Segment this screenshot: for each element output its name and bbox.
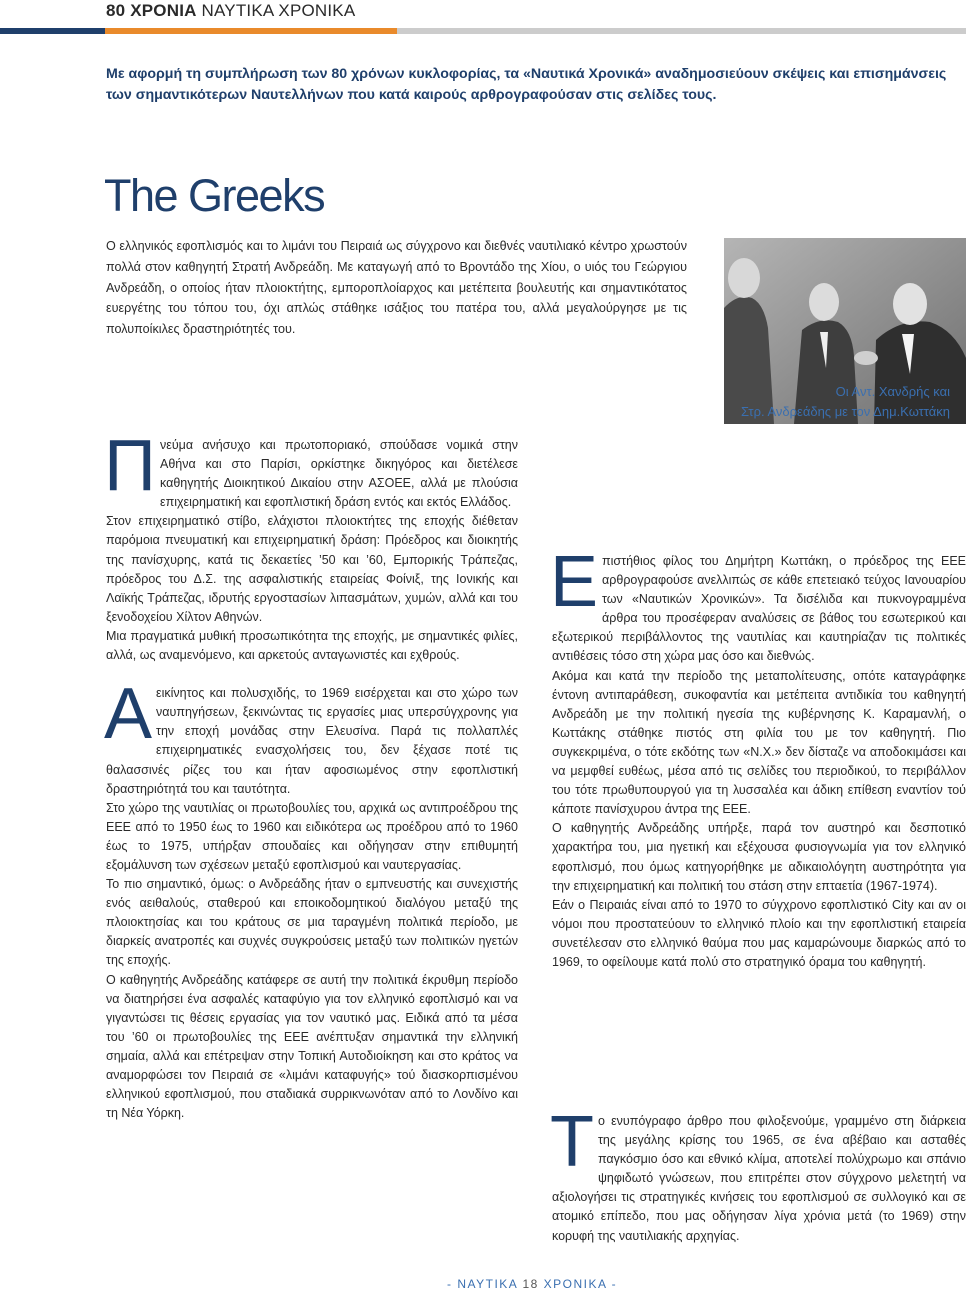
section-header <box>106 0 355 22</box>
lead-paragraph: Ο ελληνικός εφοπλισμός και το λιμάνι του Πειραιά ως σύγχρονο και διεθνές ναυτιλιακό κέντρο χρωστούν πολλά στον καθηγητή Στρατή Ανδρεάδη. Με καταγωγή από το Βροντάδο της Χίου, ο υιός του Γεώργιου Ανδρεάδη, ο οποίος ήταν πλοιοκτήτης, εμποροπλοίαρχος και μετέπειτα βουλευτής και σημαντικότατος ευεργέτης του τόπου του, όχι απλώς στάθηκε ισάξιος του πατέρα του, αλλά μεγαλούργησε με τις πολυποίκιλες δραστηριότητές του. <box>106 239 687 337</box>
header-rule-gray <box>397 28 966 34</box>
header-prefix: 80 ΧΡΟΝΙΑ <box>106 1 197 20</box>
photo-caption <box>741 382 950 422</box>
page-footer <box>447 1276 617 1292</box>
drop-cap: Ε <box>550 542 599 622</box>
footer-right: ΧΡΟΝΙΚΑ - <box>538 1277 618 1291</box>
right-paragraph-4: Εάν ο Πειραιάς είναι από το 1970 το σύγχρονο εφοπλιστικό City και αν οι νόμοι που προστατεύουν το ελληνικό πλοίο και την εφοπλιστική εταιρεία συνετέλεσαν στο ελληνικό θαύμα που μας καμαρώνουμε διαρκώς από το 1969, το οφείλουμε κατά πολύ στο στρατηγικό όραμα του καθηγητή. <box>552 897 966 969</box>
left-paragraph-6: Το πιο σημαντικό, όμως: ο Ανδρεάδης ήταν ο εμπνευστής και συνεχιστής ενός αειθαλούς, σταθερού και εποικοδομητικού διαλόγου μεταξύ της πλοιοκτησίας και του κράτους σε μια ταραγμένη πολιτικά περίοδο, με διαρκείς ανατροπές και συχνές συγκρούσεις μεταξύ των πολιτικών ηγετών της εποχής. <box>106 877 518 968</box>
right-paragraph-2: Ακόμα και κατά την περίοδο της μεταπολίτευσης, οπότε καταγράφηκε έντονη αντιπαράθεση, συκοφαντία και μετέπειτα αντιδικία του καθηγητή Ανδρεάδη με την πολιτική ηγεσία της κυβέρνησης Κ. Καραμανλή, ο Κωττάκης στάθηκε πιστός στη φιλία του με τον καθηγητή. Πιο συγκεκριμένα, ο τότε εκδότης των «Ν.Χ.» δεν δίσταζε να αποδοκιμάσει και να μεμφθεί ευθέως, μέσα από τις σελίδες του περιοδικού, το περιβάλλον του τότε πρωθυπουργού για τη λυσσαλέα και άδικη επίθεση εναντίον τού κάποτε πανίσχυρου άντρα της ΕΕΕ. <box>552 668 966 817</box>
article-title: The Greeks <box>104 170 325 221</box>
drop-cap: Π <box>104 426 156 506</box>
left-paragraph-3: Μια πραγματικά μυθική προσωπικότητα της εποχής, με σημαντικές φιλίες, αλλά, ως αναμενόμενο, και αρκετούς ανταγωνιστές και εχθρούς. <box>106 628 518 663</box>
right-paragraph-5: Το ενυπόγραφο άρθρο που φιλοξενούμε, γραμμένο στη διάρκεια της μεγάλης κρίσης του 1965, σε ένα αβέβαιο και ασταθές παγκόσμιο όσο και εθνικό κλίμα, αποτελεί πολύχρωμο και σπάνιο ψηφιδωτό γνώσεων, που επιτρέπει στον σύγχρονο μελετητή να αξιολογήσει τις στρατηγικές κινήσεις του εφοπλισμού σε συλλογικό και σε ατομικό επίπεδο, που μας οδήγησαν λίγα χρόνια μετά (το 1969) στην κορυφή της ναυτιλιακής αρχηγίας. <box>550 1102 966 1243</box>
right-paragraph-1: Επιστήθιος φίλος του Δημήτρη Κωττάκη, ο πρόεδρος της ΕΕΕ αρθρογραφούσε ανελλιπώς σε κάθε επετειακό τεύχος Ιανουαρίου των «Ναυτικών Χρονικών». Τα δισέλιδα και πυκνογραμμένα άρθρα του προσέφεραν αναλύσεις σε βάθος του εσωτερικού και εξωτερικού περιβάλλοντος της ναυτιλίας και καυτηρίαζαν τις πολιτικές αντιθέσεις τόσο στη χώρα μας όσο και διεθνώς. <box>550 542 966 664</box>
left-column <box>104 426 518 1123</box>
left-paragraph-7: Ο καθηγητής Ανδρεάδης κατάφερε σε αυτή την πολιτικά έκρυθμη περίοδο να διατηρήσει ένα ασφαλές καταφύγιο για τον ελληνικό εφοπλισμό και να γιγαντώσει τις θέσεις εργασίας για τον ναυτικό μας. Ειδικά από τα μέσα του ’60 οι πρωτοβουλίες της ΕΕΕ ανέπτυξαν σημαντικά την ελληνική σημαία, αλλά και επέτρεψαν στην Τοπική Αυτοδιοίκηση και στο κράτος να αναμορφώσει τον Πειραιά σε «λιμάνι καταφυγής» τού διασκορπισμένου ελληνικού εφοπλισμού, που σταδιακά συρρικνωνόταν από το Λονδίνο και τη Νέα Υόρκη. <box>106 972 518 1121</box>
header-rest: ΝΑΥΤΙΚΑ ΧΡΟΝΙΚΑ <box>196 1 356 20</box>
left-paragraph-5: Στο χώρο της ναυτιλίας οι πρωτοβουλίες του, αρχικά ως αντιπροέδρου της ΕΕΕ από το 1950 έως το 1960 και ειδικότερα ως προέδρου από το 1960 έως το 1975, υπήρξαν σπουδαίες και οδήγησαν στην επιθυμητή εξομάλυνση των σχέσεων μεταξύ εφοπλισμού και ναυτεργασίας. <box>106 800 518 872</box>
photo-caption-line1: Οι Αντ. Χανδρής και <box>835 384 950 399</box>
drop-cap: Τ <box>550 1102 594 1182</box>
right-column-lower <box>550 1102 966 1246</box>
left-paragraph-2: Στον επιχειρηματικό στίβο, ελάχιστοι πλοιοκτήτες της εποχής διέθεταν παρόμοια πνευματική και επιχειρηματική δράση: Πρόεδρος και διοικητής της πανίσχυρης, κατά τις δεκαετίες ’50 και ’60, Εμπορικής Τράπεζας, πρόεδρος του Δ.Σ. της ασφαλιστικής εταιρείας Φοίνιξ, της Ιονικής και Λαϊκής Τράπεζας, ιδρυτής εργοστασίων λιπασμάτων, χυμών, αλλά και του ξενοδοχείου Χίλτον Αθηνών. <box>106 514 518 624</box>
left-paragraph-1: Πνεύμα ανήσυχο και πρωτοποριακό, σπούδασε νομικά στην Αθήνα και στο Παρίσι, ορκίστηκε δικηγόρος και διετέλεσε καθηγητής Διοικητικού Δικαίου στην ΑΣΟΕΕ, αλλά με πλούσια επιχειρηματική και εφοπλιστική δράση εντός και εκτός Ελλάδος. <box>104 426 518 510</box>
photo-caption-line2: Στρ. Ανδρεάδης με τον Δημ.Κωττάκη <box>741 404 950 419</box>
left-paragraph-4: Αεικίνητος και πολυσχιδής, το 1969 εισέρχεται και στο χώρο των ναυπηγήσεων, ξεκινώντας τις εργασίες μιας υπερσύγχρονης για την εποχή μονάδας στην Ελευσίνα. Παρά τις πολλαπλές επιχειρηματικές ενασχολήσεις του, δεν ξέχασε ποτέ τις θαλασσινές ρίζες του και ήταν αφοσιωμένος στην εφοπλιστική δραστηριότητά του και ταυτότητα. <box>104 674 518 796</box>
header-rule-navy <box>0 28 105 34</box>
right-column <box>550 542 966 972</box>
footer-left: - ΝΑΥΤΙΚΑ <box>447 1277 523 1291</box>
intro-text: Με αφορμή τη συμπλήρωση των 80 χρόνων κυκλοφορίας, τα «Ναυτικά Χρονικά» αναδημοσιεύουν σκέψεις και επισημάνσεις των σημαντικότερων Ναυτελλήνων που κατά καιρούς αρθρογραφούσαν στις σελίδες τους. <box>106 66 947 103</box>
drop-cap: Α <box>104 674 153 755</box>
page-number: 18 <box>522 1277 539 1291</box>
right-paragraph-3: Ο καθηγητής Ανδρεάδης υπήρξε, παρά τον αυστηρό και δεσποτικό χαρακτήρα του, μια ηγετική και εξέχουσα φυσιογνωμία για τον ελληνικό εφοπλισμό, που όμως κατηγορήθηκε με αδικαιολόγητη αυστηρότητα για την επιχειρηματική και πολιτική του στάση στην επταετία (1967-1974). <box>552 821 966 893</box>
header-rule-orange <box>105 28 397 34</box>
